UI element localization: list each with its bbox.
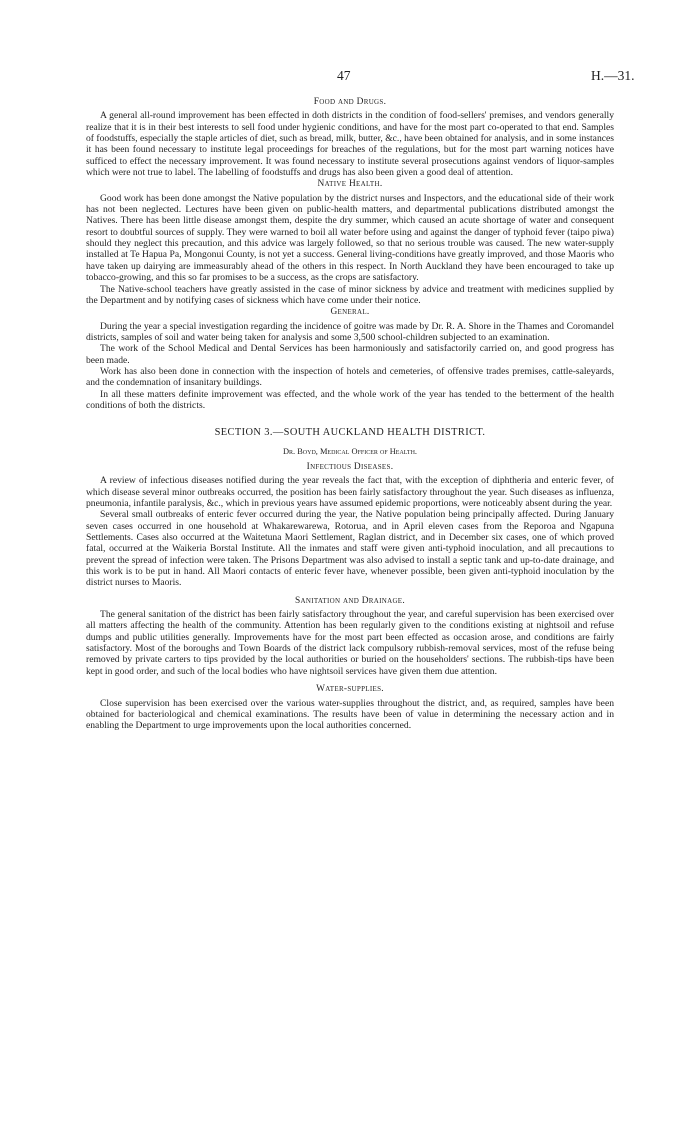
paragraph: During the year a special investigation regarding the incidence of goitre was made by Dr. R. A. Shore in the Thames and Coromandel districts, samples of soil and water being taken for analysis and some 3,500 school-children subjected to an examination. [86, 320, 614, 343]
heading-sanitation-and-drainage: Sanitation and Drainage. [294, 595, 406, 606]
paragraph: In all these matters definite improvement was effected, and the whole work of the year has tended to the betterment of the health conditions of both the districts. [86, 388, 614, 411]
report-reference: H.—31. [591, 68, 635, 83]
paragraph: The work of the School Medical and Dental Services has been harmoniously and satisfactorily carried on, and good progress has been made. [86, 343, 614, 366]
paragraph: The general sanitation of the district has been fairly satisfactory throughout the year, and careful supervision has been exercised over all matters affecting the health of the community. Attention has been regularly given to the conditions existing at nightsoil and refuse dumps and public utilities generally. Improvements have for the most part been effected as occasion arose, and conditions are fairly satisfactory. Most of the boroughs and Town Boards of the district lack compulsory rubbish-removal services, most of the refuse being removed by private carters to tips provided by the local authorities or buried on the householders' sections. The rubbish-tips have been kept in good order, and such of the local bodies who have nightsoil services have given them due attention. [86, 609, 614, 677]
officer-line: Dr. Boyd, Medical Officer of Health. [282, 446, 418, 456]
heading-water-supplies: Water-supplies. [316, 684, 384, 695]
paragraph: Close supervision has been exercised over the various water-supplies throughout the district, and, as required, samples have been obtained for bacteriological and chemical examinations. The results have been of value in determining the necessary action and in enabling the Department to urge improvements upon the local authorities concerned. [86, 697, 614, 732]
page-body [86, 96, 614, 732]
paragraph: Good work has been done amongst the Native population by the district nurses and Inspectors, and the educational side of their work has not been neglected. Lectures have been given on public-health matters, and departmental publications distributed amongst the Natives. There has been little disease amongst them, despite the dry summer, which caused an acute shortage of water and consequent resort to doubtful sources of supply. They were warned to boil all water before using and against the danger of typhoid fever (taipo piwa) should they neglect this precaution, and this advice was largely followed, so that no serious trouble was caused. The new water-supply installed at Te Hapua Pa, Mongonui County, is not yet a success. General living-conditions have greatly improved, and those Maoris who have taken up dairying are immeasurably ahead of the others in this respect. In North Auckland they have been encouraged to take up tobacco-growing, and this so far promises to be a success, as the crops are satisfactory. [86, 192, 614, 284]
paragraph: The Native-school teachers have greatly assisted in the case of minor sickness by advice and treatment with medicines supplied by the Department and by notifying cases of sickness which have come under their notice. [86, 283, 614, 306]
paragraph: Several small outbreaks of enteric fever occurred during the year, the Native population being principally affected. During January seven cases occurred in one household at Whakarewarewa, Rotorua, and in April eleven cases from the Reporoa and Ngapuna Settlements. Cases also occurred at the Waitetuna Maori Settlement, Raglan district, and in December six cases, one of which proved fatal, occurred at the Waikeria Borstal Institute. All the inmates and staff were given anti-typhoid inoculation, and all precautions to prevent the spread of infection were taken. The Prisons Department was also advised to install a septic tank and up-to-date drainage, and this work is to be put in hand. All Maori contacts of enteric fever have, whenever possible, been given anti-typhoid inoculation by the district nurses to Maoris. [86, 509, 614, 589]
heading-native-health: Native Health. [317, 179, 383, 190]
page-header [0, 68, 700, 84]
section-title: SECTION 3.—SOUTH AUCKLAND HEALTH DISTRICT. [214, 427, 486, 439]
heading-infectious-diseases: Infectious Diseases. [306, 461, 394, 472]
paragraph: Work has also been done in connection with the inspection of hotels and cemeteries, of offensive trades premises, cattle-saleyards, and the condemnation of insanitary buildings. [86, 365, 614, 389]
heading-general: General. [330, 307, 370, 318]
heading-food-and-drugs: Food and Drugs. [313, 97, 387, 107]
paragraph: A review of infectious diseases notified during the year reveals the fact that, with the exception of diphtheria and enteric fever, of which disease several minor outbreaks occurred, the position has been fairly satisfactory throughout the year. Such diseases as influenza, pneumonia, infantile paralysis, &c., which in previous years have assumed epidemic proportions, were noticeably absent during the year. [86, 475, 614, 509]
page-number: 47 [337, 68, 351, 83]
paragraph: A general all-round improvement has been effected in doth districts in the condition of food-sellers' premises, and vendors generally realize that it is in their best interests to sell food under hygienic conditions, and have for the most part co-operated to that end. Samples of foodstuffs, especially the staple articles of diet, such as bread, milk, butter, &c., have been obtained for analysis, and in some instances it has been found necessary to institute legal proceedings for breaches of the regulations, but for the most part warning notices have sufficed to effect the necessary improvement. It was found necessary to institute several prosecutions against vendors of liquor-samples which were not true to label. The labelling of foodstuffs and drugs has also been given a good deal of attention. [86, 110, 614, 179]
